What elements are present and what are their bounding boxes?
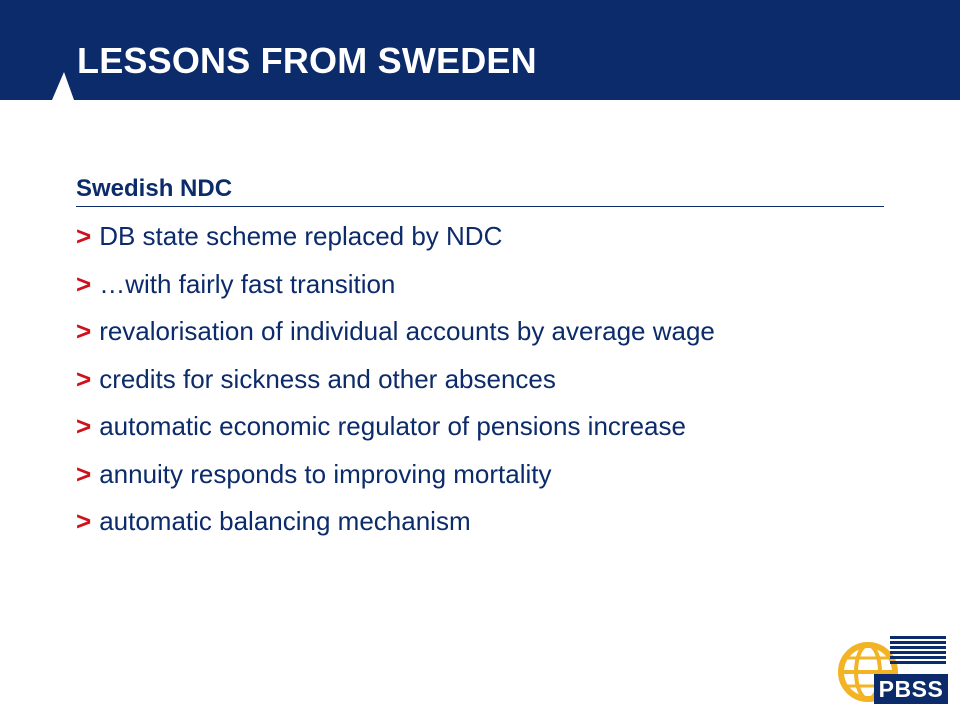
bullet-marker: > (76, 411, 92, 441)
bullet-text: DB state scheme replaced by NDC (99, 221, 503, 251)
bullet-text: …with fairly fast transition (99, 268, 396, 299)
bullet-item (76, 404, 715, 452)
pbss-logo (838, 636, 950, 706)
bullet-text: automatic economic regulator of pensions increase (99, 411, 686, 441)
bullet-marker: > (76, 268, 92, 299)
bullet-item (76, 214, 715, 262)
section-heading: Swedish NDC (76, 172, 884, 207)
bullet-marker: > (76, 506, 92, 536)
logo-wordmark: PBSS (874, 674, 948, 704)
bullet-item (76, 499, 715, 547)
bullet-marker: > (76, 221, 92, 251)
bullet-text: automatic balancing mechanism (99, 506, 471, 536)
bullet-text: credits for sickness and other absences (99, 363, 556, 394)
bullet-list (76, 214, 715, 547)
logo-fine-print (890, 636, 946, 666)
header-notch-shape (0, 0, 80, 100)
bullet-item (76, 452, 715, 500)
bullet-item (76, 309, 715, 357)
bullet-marker: > (76, 458, 92, 489)
bullet-text: revalorisation of individual accounts by average wage (99, 316, 715, 346)
bullet-item (76, 262, 715, 310)
bullet-item (76, 357, 715, 405)
title-bar (0, 0, 960, 100)
slide-title: LESSONS FROM SWEDEN (77, 40, 537, 81)
bullet-text: annuity responds to improving mortality (99, 458, 552, 489)
bullet-marker: > (76, 363, 92, 394)
bullet-marker: > (76, 316, 92, 346)
